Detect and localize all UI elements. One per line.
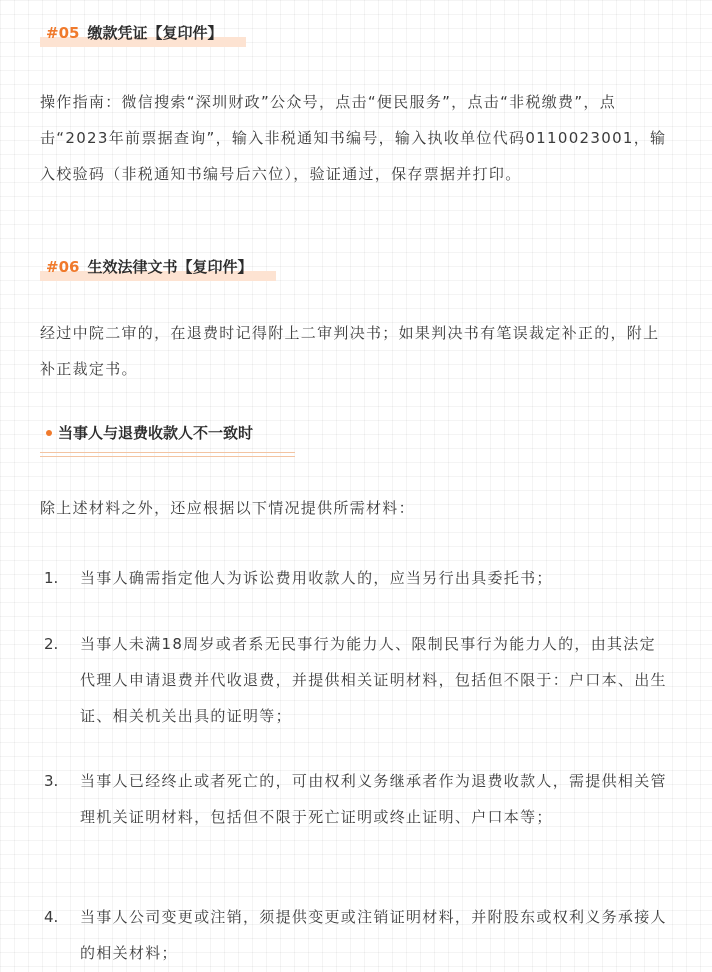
list-number: 1.: [44, 569, 59, 587]
intro-paragraph: 除上述材料之外，还应根据以下情况提供所需材料：: [40, 499, 415, 517]
subheading: [40, 420, 295, 460]
section-heading-05: [40, 22, 232, 44]
list-text: 当事人确需指定他人为诉讼费用收款人的，应当另行出具委托书；: [80, 569, 553, 587]
subheading-underline: [40, 456, 295, 457]
section-title: 缴款凭证【复印件】: [87, 24, 223, 42]
list-number: 4.: [44, 908, 59, 926]
list-text: 当事人未满18周岁或者系无民事行为能力人、限制民事行为能力人的，由其法定代理人申请退费并代收退费，并提供相关证明材料，包括但不限于：户口本、出生证、相关机关出具的证明等；: [80, 635, 667, 725]
subheading-underline: [40, 452, 295, 453]
list-number: 3.: [44, 772, 59, 790]
section-number: #05: [46, 24, 80, 42]
section-heading-06: [40, 256, 262, 278]
judgment-paragraph: 经过中院二审的，在退费时记得附上二审判决书；如果判决书有笔误裁定补正的，附上补正裁定书。: [40, 324, 660, 378]
subheading-text: 当事人与退费收款人不一致时: [58, 424, 254, 442]
list-text: 当事人公司变更或注销，须提供变更或注销证明材料，并附股东或权利义务承接人的相关材料；: [80, 908, 667, 962]
bullet-dot-icon: [46, 430, 52, 436]
guide-paragraph: 操作指南：微信搜索“深圳财政”公众号，点击“便民服务”，点击“非税缴费”，点击“2023年前票据查询”，输入非税通知书编号，输入执收单位代码0110023001，输入校验码（非税通知书编号后六位），验证通过，保存票据并打印。: [40, 93, 667, 183]
list-number: 2.: [44, 635, 59, 653]
section-title: 生效法律文书【复印件】: [87, 258, 253, 276]
list-text: 当事人已经终止或者死亡的，可由权利义务继承者作为退费收款人，需提供相关管理机关证明材料，包括但不限于死亡证明或终止证明、户口本等；: [80, 772, 667, 826]
section-number: #06: [46, 258, 80, 276]
